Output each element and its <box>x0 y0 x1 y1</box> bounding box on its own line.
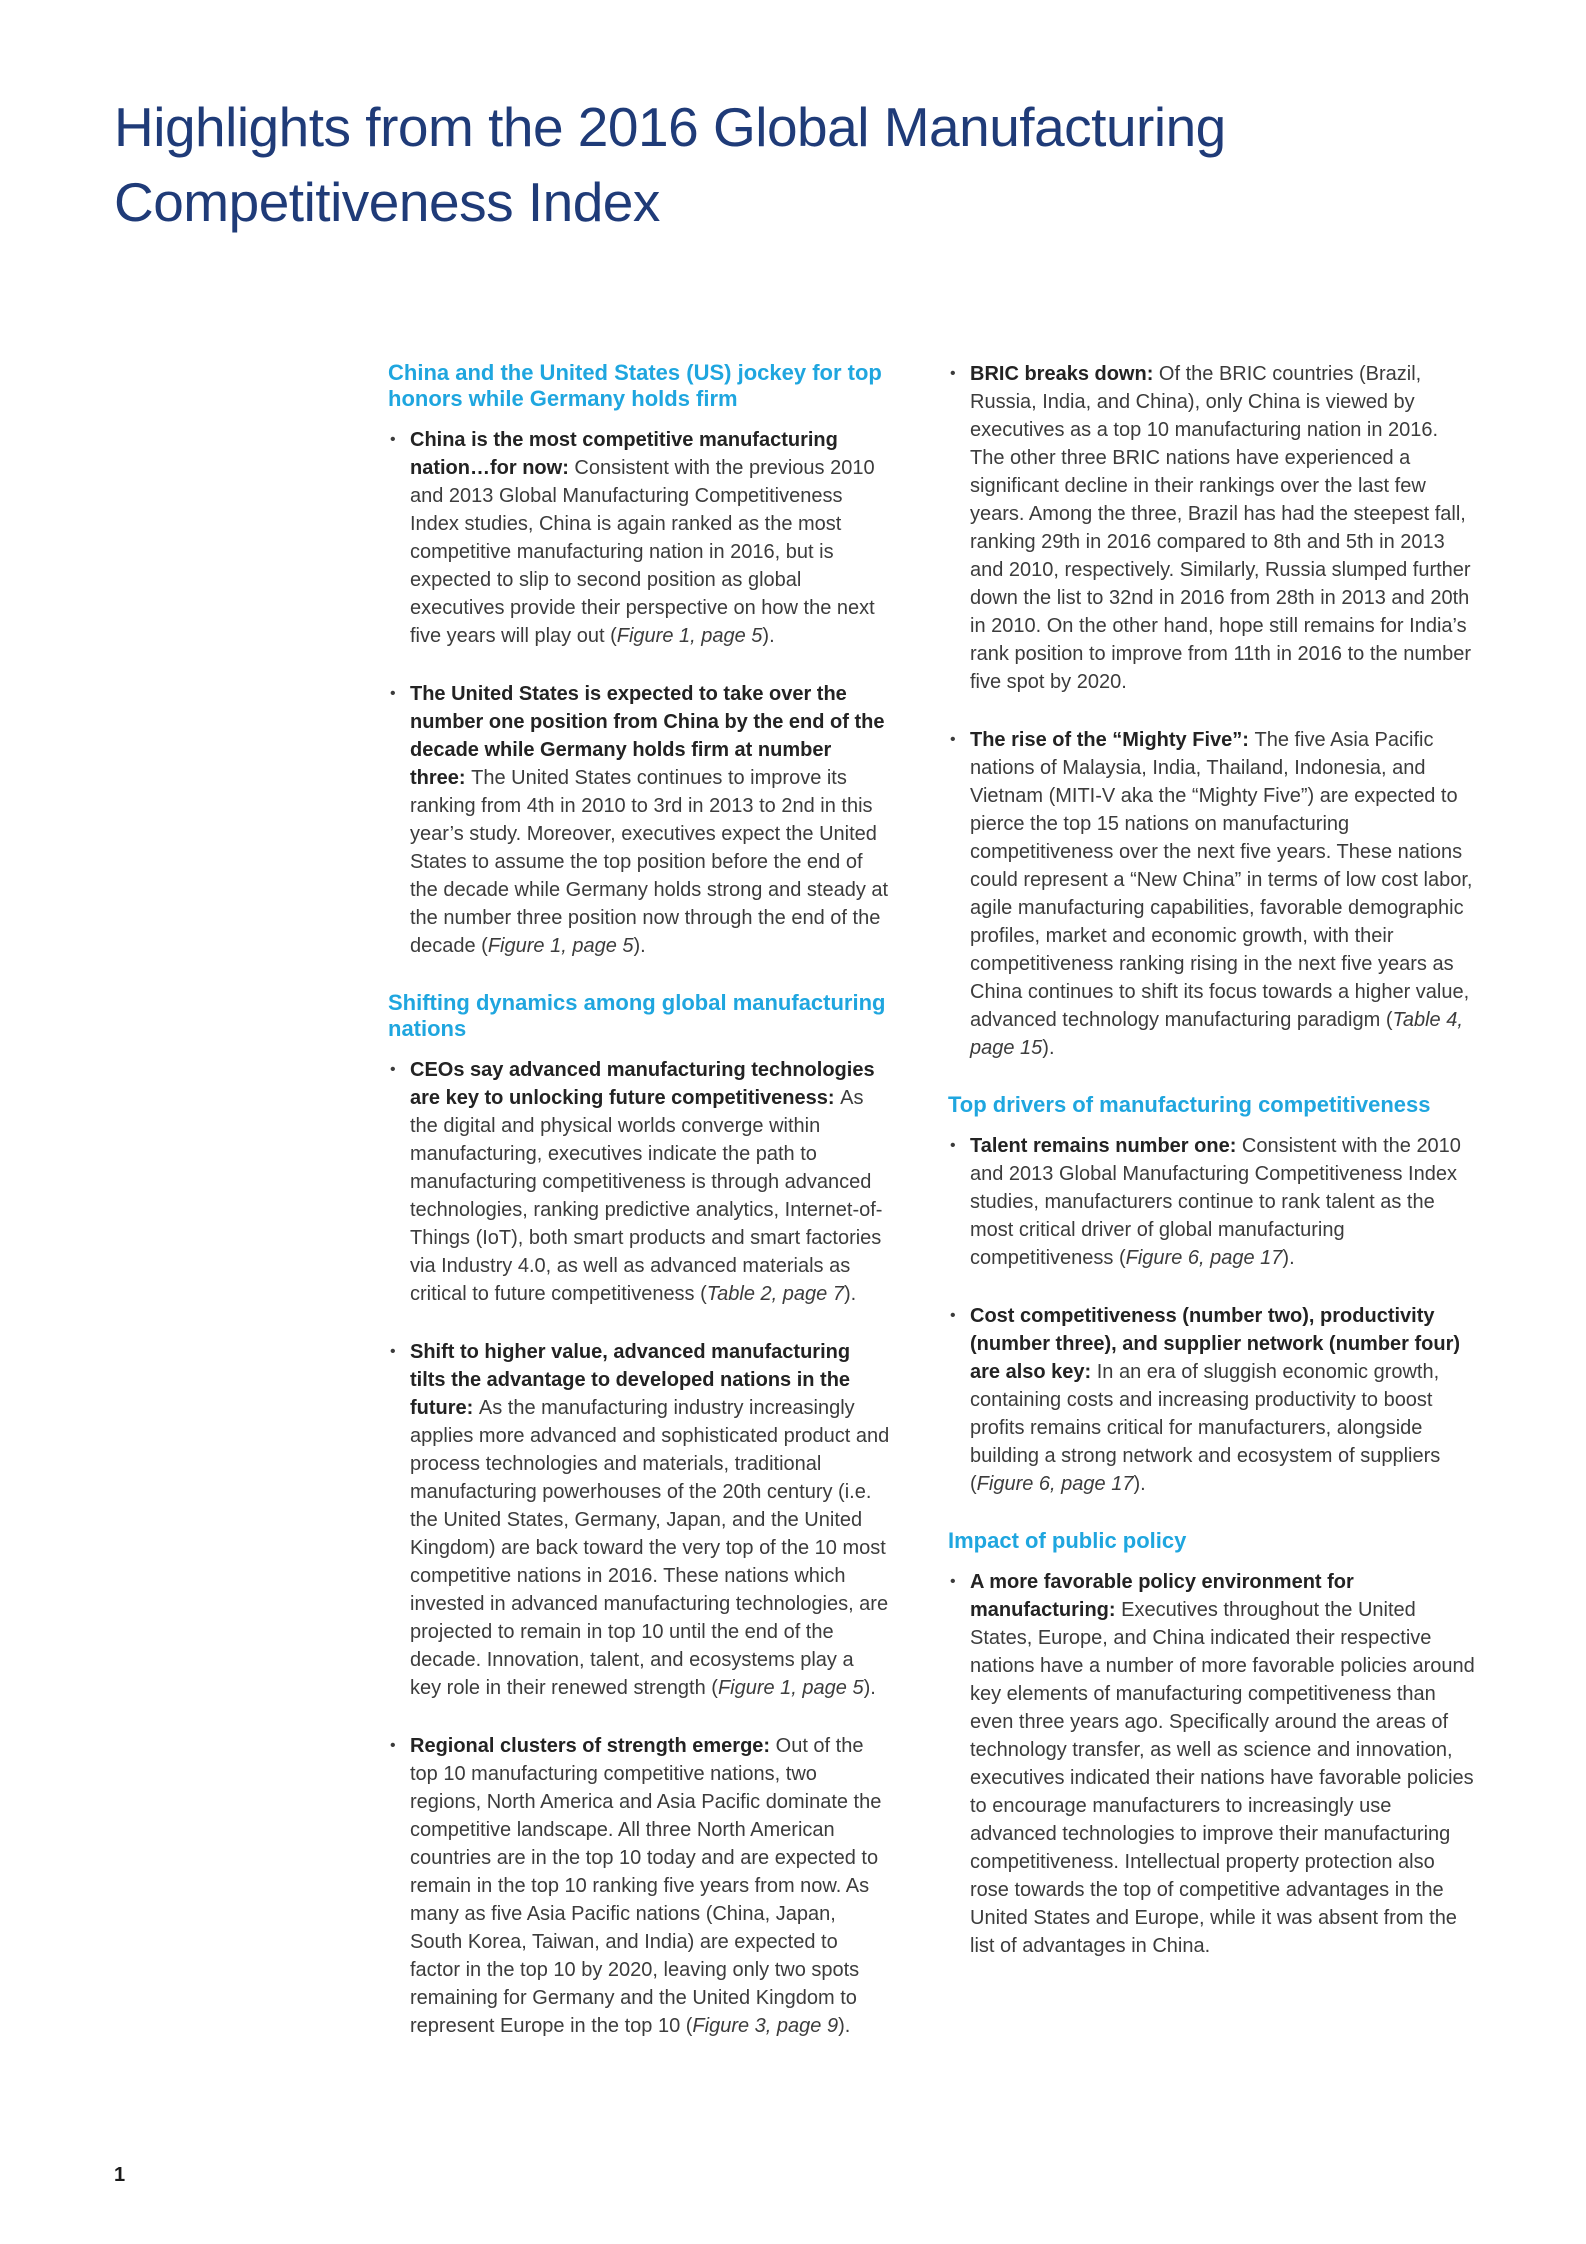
bullet-paragraph <box>962 726 1476 1062</box>
bullet-body-text: ). <box>863 1677 876 1699</box>
bullet-lead-in: The United States is expected to take over the number one position from China by the end of the decade while Germany holds firm at number three: <box>410 683 885 789</box>
bullet-lead-in: Cost competitiveness (number two), productivity (number three), and supplier network (number four) are also key: <box>970 1305 1461 1383</box>
bullet-paragraph <box>962 1568 1476 1960</box>
bullet-marker: • <box>950 1573 956 1590</box>
bullet-paragraph <box>402 1732 890 2040</box>
bullet-body-text: ). <box>762 625 775 647</box>
bullet-marker: • <box>390 685 396 702</box>
bullet-body-text: ). <box>633 935 646 957</box>
page-number: 1 <box>114 2164 126 2186</box>
bullet-item <box>388 426 890 650</box>
bullet-marker: • <box>950 1307 956 1324</box>
bullet-paragraph <box>962 1302 1476 1498</box>
page-title-line-1: Highlights from the 2016 Global Manufacturing <box>114 96 1226 158</box>
two-column-content <box>388 360 1586 2070</box>
cross-reference: Figure 1, page 5 <box>616 625 763 647</box>
cross-reference: Table 2, page 7 <box>706 1283 844 1305</box>
bullet-marker: • <box>390 431 396 448</box>
bullet-lead-in: China is the most competitive manufacturing nation…for now: <box>410 429 838 479</box>
bullet-body-text: Executives throughout the United States, Europe, and China indicated their respective nations have a number of more favorable policies around key elements of manufacturing competitiveness than even three years ago. Specifically around the areas of technology transfer, as well as science and innovation, executives indicated their nations have favorable policies to encourage manufacturers to increasingly use advanced technologies to improve their manufacturing competitiveness. Intellectual property protection also rose towards the top of competitive advantages in the United States and Europe, while it was absent from the list of advantages in China. <box>970 1599 1475 1957</box>
bullet-body-text: ). <box>838 2015 851 2037</box>
page-title-line-2: Competitiveness Index <box>114 171 660 233</box>
bullet-paragraph <box>402 1338 890 1702</box>
bullet-paragraph <box>402 1056 890 1308</box>
bullet-item <box>388 680 890 960</box>
bullet-body-text: ). <box>1133 1473 1146 1495</box>
bullet-body-text: ). <box>843 1283 857 1305</box>
cross-reference: Table 4, page 15 <box>970 1009 1463 1059</box>
bullet-marker: • <box>390 1737 396 1754</box>
bullet-body-text: As the digital and physical worlds converge within manufacturing, executives indicate the path to manufacturing competitiveness is through advanced technologies, ranking predictive analytics, Internet-of-Things (IoT), both smart products and smart factories via Industry 4.0, as well as advanced materials as critical to future competitiveness ( <box>410 1087 883 1305</box>
bullet-body-text: The United States continues to improve its ranking from 4th in 2010 to 3rd in 2013 to 2nd in this year’s study. Moreover, executives expect the United States to assume the top position before the end of the decade while Germany holds strong and steady at the number three position now through the end of the decade ( <box>410 767 889 957</box>
bullet-marker: • <box>950 365 956 382</box>
cross-reference: Figure 1, page 5 <box>487 935 634 957</box>
section-heading: Shifting dynamics among global manufacturing nations <box>388 990 886 1041</box>
bullet-paragraph <box>402 426 890 650</box>
bullet-lead-in: A more favorable policy environment for manufacturing: <box>970 1571 1354 1621</box>
bullet-item <box>948 1568 1476 1960</box>
bullet-body-text: Out of the top 10 manufacturing competitive nations, two regions, North America and Asia Pacific dominate the competitive landscape. All three North American countries are in the top 10 today and are expected to remain in the top 10 ranking five years from now. As many as five Asia Pacific nations (China, Japan, South Korea, Taiwan, and India) are expected to factor in the top 10 by 2020, leaving only two spots remaining for Germany and the United Kingdom to represent Europe in the top 10 ( <box>410 1735 882 2037</box>
bullet-lead-in: Shift to higher value, advanced manufacturing tilts the advantage to developed nations in the future: <box>410 1341 851 1419</box>
bullet-item <box>948 726 1476 1062</box>
bullet-body-text: Consistent with the previous 2010 and 2013 Global Manufacturing Competitiveness Index studies, China is again ranked as the most competitive manufacturing nation in 2016, but is expected to slip to second position as global executives provide their perspective on how the next five years will play out ( <box>410 457 875 647</box>
bullet-item <box>388 1056 890 1308</box>
bullet-marker: • <box>950 1137 956 1154</box>
bullet-body-text: ). <box>1042 1037 1055 1059</box>
left-column <box>388 360 890 2070</box>
bullet-item <box>948 1132 1476 1272</box>
bullet-body-text: The five Asia Pacific nations of Malaysia, India, Thailand, Indonesia, and Vietnam (MITI-V aka the “Mighty Five”) are expected to pierce the top 15 nations on manufacturing competitiveness over the next five years. These nations could represent a “New China” in terms of low cost labor, agile manufacturing capabilities, favorable demographic profiles, market and economic growth, with their competitiveness ranking rising in the next five years as China continues to shift its focus towards a higher value, advanced technology manufacturing paradigm ( <box>970 729 1473 1031</box>
cross-reference: Figure 3, page 9 <box>692 2015 839 2037</box>
bullet-paragraph <box>402 680 890 960</box>
page-title <box>114 90 1526 240</box>
section-heading: Top drivers of manufacturing competitiveness <box>948 1092 1431 1117</box>
section-heading: Impact of public policy <box>948 1528 1187 1553</box>
bullet-item <box>948 1302 1476 1498</box>
cross-reference: Figure 6, page 17 <box>976 1473 1134 1495</box>
bullet-lead-in: BRIC breaks down: <box>970 363 1159 385</box>
bullet-marker: • <box>390 1061 396 1078</box>
bullet-body-text: In an era of sluggish economic growth, containing costs and increasing productivity to boost profits remains critical for manufacturers, alongside building a strong network and ecosystem of suppliers ( <box>970 1361 1441 1495</box>
bullet-marker: • <box>390 1343 396 1360</box>
bullet-lead-in: Regional clusters of strength emerge: <box>410 1735 776 1757</box>
cross-reference: Figure 6, page 17 <box>1125 1247 1283 1269</box>
bullet-marker: • <box>950 731 956 748</box>
bullet-lead-in: Talent remains number one: <box>970 1135 1242 1157</box>
bullet-body-text: Consistent with the 2010 and 2013 Global Manufacturing Competitiveness Index studies, manufacturers continue to rank talent as the most critical driver of global manufacturing competitiveness ( <box>970 1135 1461 1269</box>
bullet-body-text: As the manufacturing industry increasingly applies more advanced and sophisticated product and process technologies and materials, traditional manufacturing powerhouses of the 20th century (i.e. the United States, Germany, Japan, and the United Kingdom) are back toward the very top of the 10 most competitive nations in 2016. These nations which invested in advanced manufacturing technologies, are projected to remain in top 10 until the end of the decade. Innovation, talent, and ecosystems play a key role in their renewed strength ( <box>410 1397 890 1699</box>
bullet-item <box>388 1338 890 1702</box>
bullet-paragraph <box>962 360 1476 696</box>
cross-reference: Figure 1, page 5 <box>717 1677 864 1699</box>
section-heading: China and the United States (US) jockey for top honors while Germany holds firm <box>388 360 882 411</box>
bullet-lead-in: CEOs say advanced manufacturing technologies are key to unlocking future competitiveness: <box>410 1059 875 1109</box>
bullet-body-text: Of the BRIC countries (Brazil, Russia, India, and China), only China is viewed by executives as a top 10 manufacturing nation in 2016. The other three BRIC nations have experienced a significant decline in their rankings over the last few years. Among the three, Brazil has had the steepest fall, ranking 29th in 2016 compared to 8th and 5th in 2013 and 2010, respectively. Similarly, Russia slumped further down the list to 32nd in 2016 from 28th in 2013 and 20th in 2010. On the other hand, hope still remains for India’s rank position to improve from 11th in 2016 to the number five spot by 2020. <box>970 363 1472 693</box>
bullet-paragraph <box>962 1132 1476 1272</box>
bullet-body-text: ). <box>1282 1247 1295 1269</box>
bullet-lead-in: The rise of the “Mighty Five”: <box>970 729 1255 751</box>
bullet-item <box>948 360 1476 696</box>
right-column <box>948 360 1476 1990</box>
bullet-item <box>388 1732 890 2040</box>
